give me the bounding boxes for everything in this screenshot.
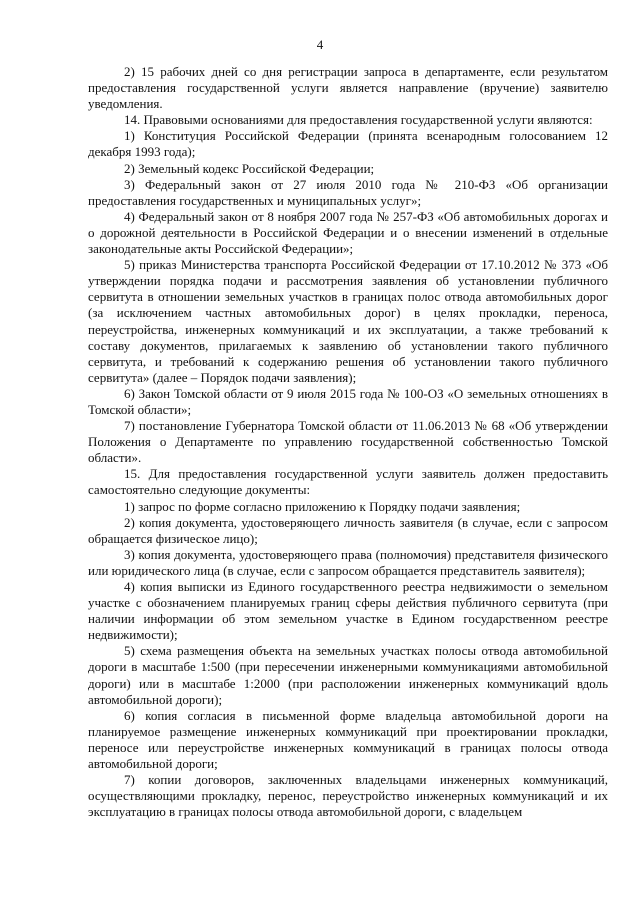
- page-number: 4: [316, 37, 324, 52]
- paragraph-14-2: 2) Земельный кодекс Российской Федерации;: [124, 160, 375, 176]
- paragraph-14-5: 5) приказ Министерства транспорта Российской Федерации от 17.10.2012 № 373 «Об утверждении порядка подачи и рассмотрения заявления об установлении публичного сервитута в отношении земельных участков в границах полос отвода автомобильных дорог (за исключением частных автомобильных дорог) в целях прокладки, переноса, переустройства, инженерных коммуникаций и их эксплуатации, а также требований к составу документов, прилагаемых к заявлению об установлении такого публичного сервитута, и требований к содержанию решения об установлении такого публичного сервитута» (далее – Порядок подачи заявления);: [88, 257, 608, 385]
- paragraph-15-6: 6) копия согласия в письменной форме владельца автомобильной дороги на планируемое размещение инженерных коммуникаций при проектировании прокладки, переносе или переустройстве инженерных коммуникаций в границах полосы отвода автомобильной дороги;: [88, 707, 608, 772]
- paragraph-15-5: 5) схема размещения объекта на земельных участках полосы отвода автомобильной дороги в масштабе 1:500 (при пересечении инженерными коммуникациями автомобильной дороги) или в масштабе 1:2000 (при расположении инженерных коммуникаций вдоль автомобильной дороги);: [88, 643, 608, 707]
- paragraph-15-heading: 15. Для предоставления государственной услуги заявитель должен предоставить самостоятельно следующие документы:: [88, 466, 608, 498]
- paragraph-14-3: 3) Федеральный закон от 27 июля 2010 года № 210-ФЗ «Об организации предоставления государственных и муниципальных услуг»;: [88, 176, 608, 208]
- paragraph-15-7: 7) копии договоров, заключенных владельцами инженерных коммуникаций, осуществляющими прокладку, перенос, переустройство инженерных коммуникаций и их эксплуатацию в границах полосы отвода автомобильной дороги, с владельцем: [88, 772, 608, 820]
- document-body: [88, 64, 608, 820]
- paragraph-15-3: 3) копия документа, удостоверяющего права (полномочия) представителя физического или юридического лица (в случае, если с запросом обращается представитель заявителя);: [88, 546, 608, 578]
- paragraph-15-4: 4) копия выписки из Единого государственного реестра недвижимости о земельном участке с обозначением планируемых границ сферы действия публичного сервитута (при наличии информации об этом земельном участке в Едином государственном реестре недвижимости);: [88, 579, 608, 643]
- paragraph-14-1: 1) Конституция Российской Федерации (принята всенародным голосованием 12 декабря 1993 года);: [88, 128, 608, 160]
- paragraph-15-2: 2) копия документа, удостоверяющего личность заявителя (в случае, если с запросом обращается физическое лицо);: [88, 514, 608, 546]
- paragraph-deadline-2: 2) 15 рабочих дней со дня регистрации запроса в департаменте, если результатом предоставления государственной услуги является направление (вручение) заявителю уведомления.: [88, 64, 608, 112]
- paragraph-14-7: 7) постановление Губернатора Томской области от 11.06.2013 № 68 «Об утверждении Положения о Департаменте по управлению государственной собственностью Томской области».: [88, 418, 608, 466]
- paragraph-14-heading: 14. Правовыми основаниями для предоставления государственной услуги являются:: [124, 112, 593, 128]
- paragraph-15-1: 1) запрос по форме согласно приложению к Порядку подачи заявления;: [124, 498, 521, 514]
- paragraph-14-4: 4) Федеральный закон от 8 ноября 2007 года № 257-ФЗ «Об автомобильных дорогах и о дорожной деятельности в Российской Федерации и о внесении изменений в отдельные законодательные акты Российской Федерации»;: [88, 208, 608, 257]
- paragraph-14-6: 6) Закон Томской области от 9 июля 2015 года № 100-ОЗ «О земельных отношениях в Томской области»;: [88, 385, 608, 417]
